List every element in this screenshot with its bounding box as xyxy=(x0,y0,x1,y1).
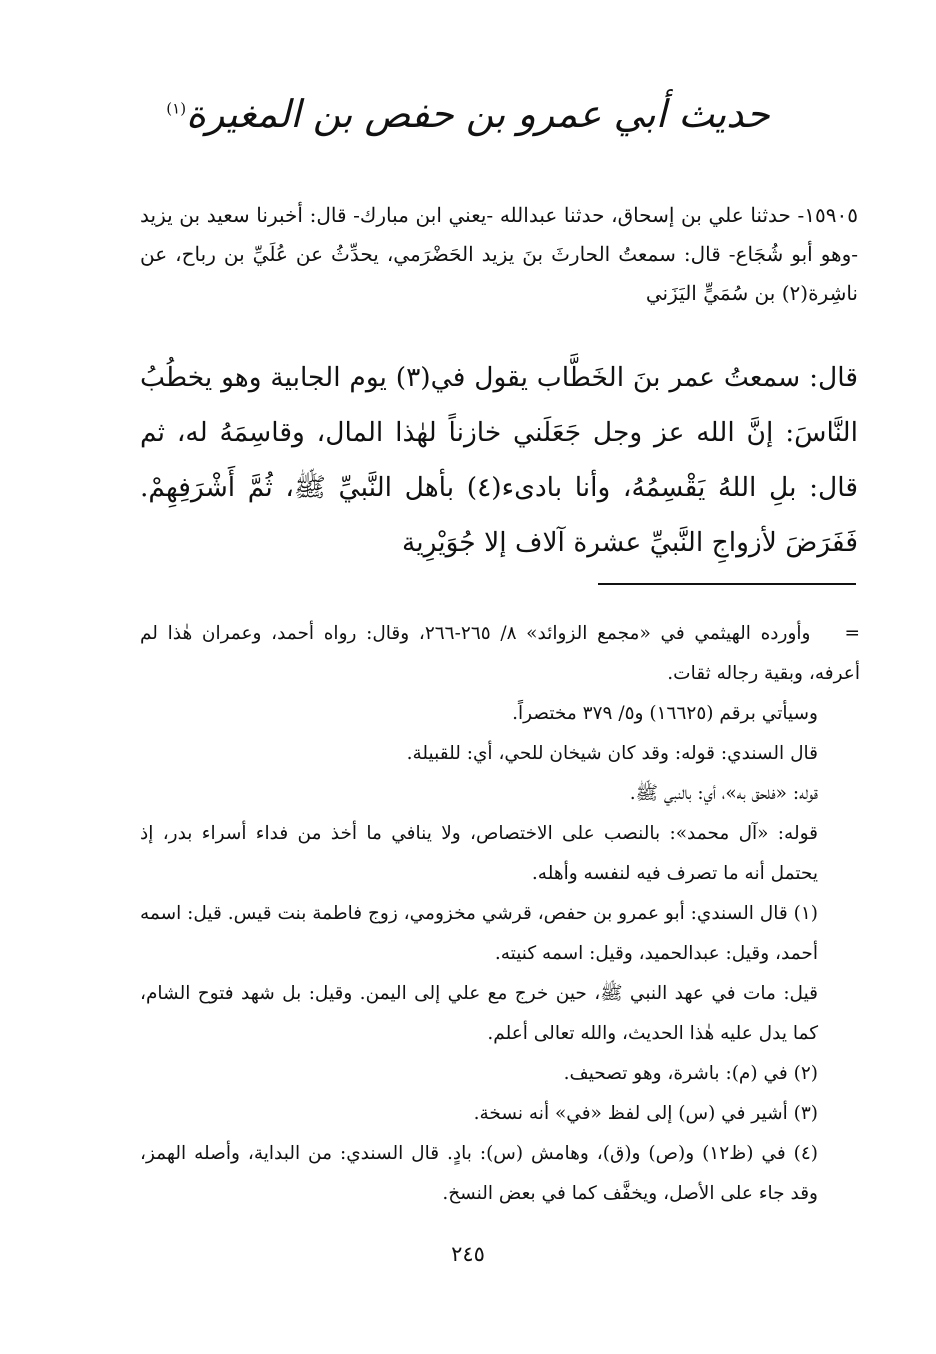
page-number: ٢٤٥ xyxy=(451,1242,485,1266)
chapter-footnote-ref: (١) xyxy=(166,99,187,118)
hadith-isnad: ١٥٩٠٥- حدثنا علي بن إسحاق، حدثنا عبدالله -يعني ابن مبارك- قال: أخبرنا سعيد بن يزيد -وهو أبو شُجَاع- قال: سمعتُ الحارثَ بنَ يزيد الحَضْرَمي، يحدِّثُ عن عُلَيِّ بن رباح، عن ناشِرة(٢) بن سُمَيٍّ اليَزَني xyxy=(140,203,858,305)
footnote-2: (٢) في (م): باشرة، وهو تصحيف. xyxy=(563,1063,818,1084)
continuation-mark: = xyxy=(844,623,860,644)
footnote-separator xyxy=(598,583,856,585)
footnote-3: (٣) أشير في (س) إلى لفظ «في» أنه نسخة. xyxy=(473,1103,818,1124)
footnotes xyxy=(140,614,860,1214)
footnote-line: وسيأتي برقم (١٦٦٢٥) و٥/ ٣٧٩ مختصراً. xyxy=(512,703,818,724)
footnote-line: قوله: «آل محمد»: بالنصب على الاختصاص، ولا ينافي ما أخذ من فداء أسراء بدر، إذ يحتمل أنه ما تصرف فيه لنفسه وأهله. xyxy=(140,823,818,884)
footnote-text: وأورده الهيثمي في «مجمع الزوائد» ٨/ ٢٦٥-٢٦٦، وقال: رواه أحمد، وعمران هٰذا لم أعرفه، وبقية رجاله ثقات. xyxy=(140,623,860,684)
footnote-1-continued: قيل: مات في عهد النبي ﷺ، حين خرج مع علي إلى اليمن. وقيل: بل شهد فتوح الشام، كما يدل عليه هٰذا الحديث، والله تعالى أعلم. xyxy=(140,983,818,1044)
footnote-line: قال السندي: قوله: وقد كان شيخان للحي، أي: للقبيلة. xyxy=(406,743,818,764)
footnote-1: (١) قال السندي: أبو عمرو بن حفص، قرشي مخزومي، زوج فاطمة بنت قيس. قيل: اسمه أحمد، وقيل: عبدالحميد، وقيل: اسمه كنيته. xyxy=(140,903,818,964)
hadith-matn: قال: سمعتُ عمر بنَ الخَطَّاب يقول في(٣) يوم الجابية وهو يخطُبُ النَّاسَ: إنَّ الله عز وجل جَعَلَني خازناً لهٰذا المال، وقاسِمَهُ له، ثم قال: بلِ اللهُ يَقْسِمُهُ، وأنا بادىء(٤) بأهل النَّبيِّ ﷺ، ثُمَّ أَشْرَفِهِمْ. فَفَرَضَ لأزواجِ النَّبيِّ عشرة آلاف إلا جُوَيْرِية xyxy=(140,361,858,558)
footnote-line: قوله: «فلحق به»، أي: بالنبي ﷺ. xyxy=(629,783,818,804)
footnote-4: (٤) في (ظ١٢) و(ص) و(ق)، وهامش (س): بادٍ. قال السندي: من البداية، وأصله الهمز، وقد جاء على الأصل، ويخفَّف كما في بعض النسخ. xyxy=(140,1143,818,1204)
footnote-continuation xyxy=(140,614,860,694)
chapter-title: حديث أبي عمرو بن حفص بن المغيرة xyxy=(186,92,770,136)
chapter-heading xyxy=(0,92,936,136)
